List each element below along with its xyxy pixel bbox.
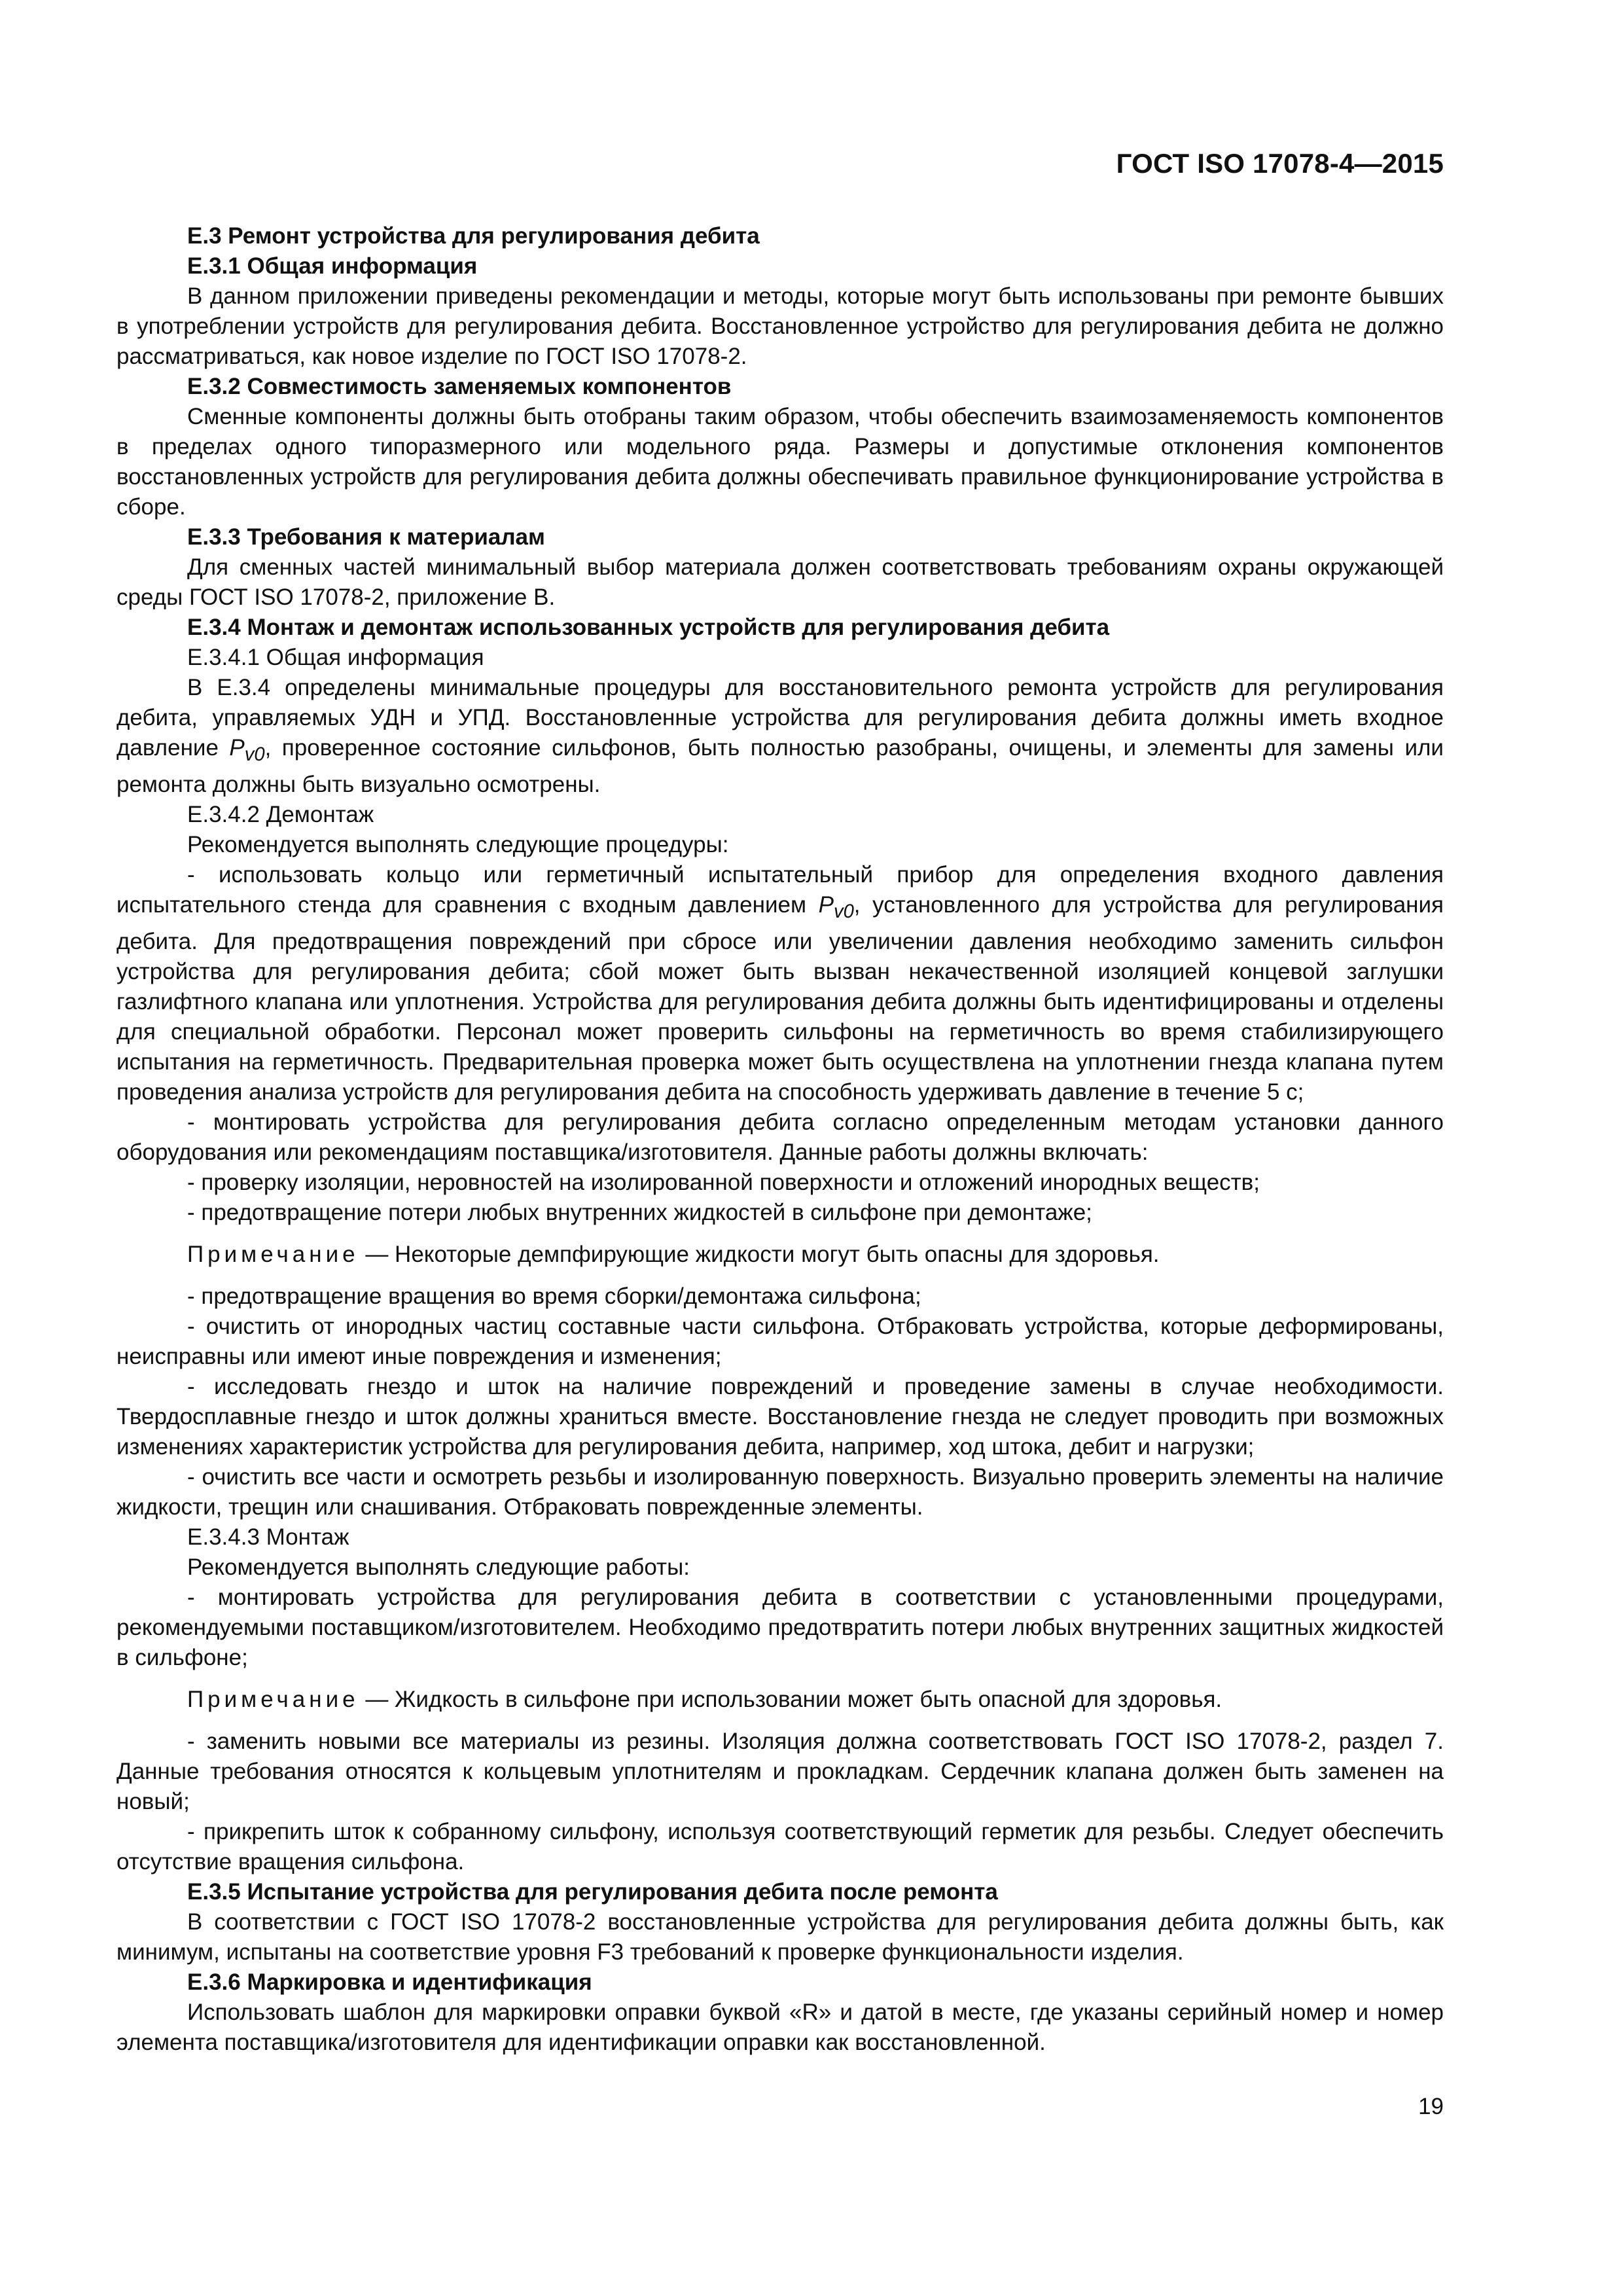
pressure-symbol: $P_{v0}$ (229, 735, 265, 765)
list-item: - очистить от инородных частиц составные части сильфона. Отбраковать устройства, которые деформированы, неисправны или имеют иные повреждения и изменения; (116, 1314, 1444, 1369)
note-label: Примечание (187, 1687, 359, 1712)
subsection-heading-e341: Е.3.4.1 Общая информация (187, 645, 484, 670)
paragraph: Для сменных частей минимальный выбор материала должен соответствовать требованиям охраны окружающей среды ГОСТ ISO 17078-2, приложение В. (116, 554, 1444, 610)
section-heading-e35: Е.3.5 Испытание устройства для регулирования дебита после ремонта (187, 1879, 998, 1905)
pressure-symbol: $P_{v0}$ (818, 892, 854, 922)
list-item: - заменить новыми все материалы из резины. Изоляция должна соответствовать ГОСТ ISO 17078-2, раздел 7. Данные требования относятся к кольцевым уплотнителям и прокладкам. Сердечник клапана должен быть заменен на новый; (116, 1729, 1444, 1814)
list-item: - предотвращение вращения во время сборки/демонтажа сильфона; (187, 1283, 921, 1309)
document-code: ГОСТ ISO 17078-4—2015 (1116, 148, 1444, 179)
paragraph: Использовать шаблон для маркировки оправки буквой «R» и датой в месте, где указаны серийный номер и номер элемента поставщика/изготовителя для идентификации оправки как восстановленной. (116, 2000, 1444, 2055)
subsection-heading-e343: Е.3.4.3 Монтаж (187, 1524, 349, 1550)
document-body (116, 221, 1444, 2058)
section-heading-e31: Е.3.1 Общая информация (187, 253, 478, 279)
paragraph: В Е.3.4 определены минимальные процедуры для восстановительного ремонта устройств для регулирования дебита, управляемых УДН и УПД. Восстановленные устройства для регулирования дебита должны иметь входное давление $P_{v0}$, проверенное состояние сильфонов, быть полностью разобраны, очищены, и элементы для замены или ремонта должны быть визуально осмотрены. (116, 675, 1444, 797)
paragraph: Сменные компоненты должны быть отобраны таким образом, чтобы обеспечить взаимозаменяемость компонентов в пределах одного типоразмерного или модельного ряда. Размеры и допустимые отклонения компонентов восстановленных устройств для регулирования дебита должны обеспечивать правильное функционирование устройства в сборе. (116, 404, 1444, 520)
list-item: - монтировать устройства для регулирования дебита в соответствии с установленными процедурами, рекомендуемыми поставщиком/изготовителем. Необходимо предотвратить потери любых внутренних защитных жидкостей в сильфоне; (116, 1585, 1444, 1670)
list-item: - исследовать гнездо и шток на наличие повреждений и проведение замены в случае необходимости. Твердосплавные гнездо и шток должны храниться вместе. Восстановление гнезда не следует проводить при возможных изменениях характеристик устройства для регулирования дебита, например, ход штока, дебит и нагрузки; (116, 1374, 1444, 1460)
note: Примечание — Некоторые демпфирующие жидкости могут быть опасны для здоровья. (187, 1242, 1160, 1267)
page-number: 19 (1418, 2094, 1444, 2119)
list-item: - монтировать устройства для регулирования дебита согласно определенным методам установки данного оборудования или рекомендациям поставщика/изготовителя. Данные работы должны включать: (116, 1109, 1444, 1165)
section-heading-e33: Е.3.3 Требования к материалам (187, 524, 545, 550)
section-heading-e32: Е.3.2 Совместимость заменяемых компонентов (187, 374, 732, 399)
section-heading-e36: Е.3.6 Маркировка и идентификация (187, 1969, 592, 1995)
paragraph: В соответствии с ГОСТ ISO 17078-2 восстановленные устройства для регулирования дебита должны быть, как минимум, испытаны на соответствие уровня F3 требований к проверке функциональности изделия. (116, 1909, 1444, 1965)
note-label: Примечание (187, 1242, 359, 1267)
paragraph: В данном приложении приведены рекомендации и методы, которые могут быть использованы при ремонте бывших в употреблении устройств для регулирования дебита. Восстановленное устройство для регулирования дебита не должно рассматриваться, как новое изделие по ГОСТ ISO 17078-2. (116, 283, 1444, 369)
note: Примечание — Жидкость в сильфоне при использовании может быть опасной для здоровья. (187, 1687, 1222, 1712)
list-item: - очистить все части и осмотреть резьбы и изолированную поверхность. Визуально проверить элементы на наличие жидкости, трещин или снашивания. Отбраковать поврежденные элементы. (116, 1464, 1444, 1520)
list-item: - предотвращение потери любых внутренних жидкостей в сильфоне при демонтаже; (187, 1200, 1092, 1225)
list-item: - прикрепить шток к собранному сильфону, используя соответствующий герметик для резьбы. Следует обеспечить отсутствие вращения сильфона. (116, 1819, 1444, 1874)
list-item: - проверку изоляции, неровностей на изолированной поверхности и отложений инородных веществ; (187, 1170, 1260, 1195)
subsection-heading-e342: Е.3.4.2 Демонтаж (187, 802, 374, 827)
paragraph: Рекомендуется выполнять следующие работы: (187, 1554, 690, 1580)
list-item: - использовать кольцо или герметичный испытательный прибор для определения входного давления испытательного стенда для сравнения с входным давлением $P_{v0}$, установленного для устройства для регулирования дебита. Для предотвращения повреждений при сбросе или увеличении давления необходимо заменить сильфон устройства для регулирования дебита; сбой может быть вызван некачественной изоляцией концевой заглушки газлифтного клапана или уплотнения. Устройства для регулирования дебита должны быть идентифицированы и отделены для специальной обработки. Персонал может проверить сильфоны на герметичность во время стабилизирующего испытания на герметичность. Предварительная проверка может быть осуществлена на уплотнении гнезда клапана путем проведения анализа устройств для регулирования дебита на способность удерживать давление в течение 5 с; (116, 862, 1444, 1105)
paragraph: Рекомендуется выполнять следующие процедуры: (187, 832, 729, 857)
section-heading-e3: Е.3 Ремонт устройства для регулирования дебита (187, 223, 760, 249)
section-heading-e34: Е.3.4 Монтаж и демонтаж использованных устройств для регулирования дебита (187, 615, 1110, 640)
